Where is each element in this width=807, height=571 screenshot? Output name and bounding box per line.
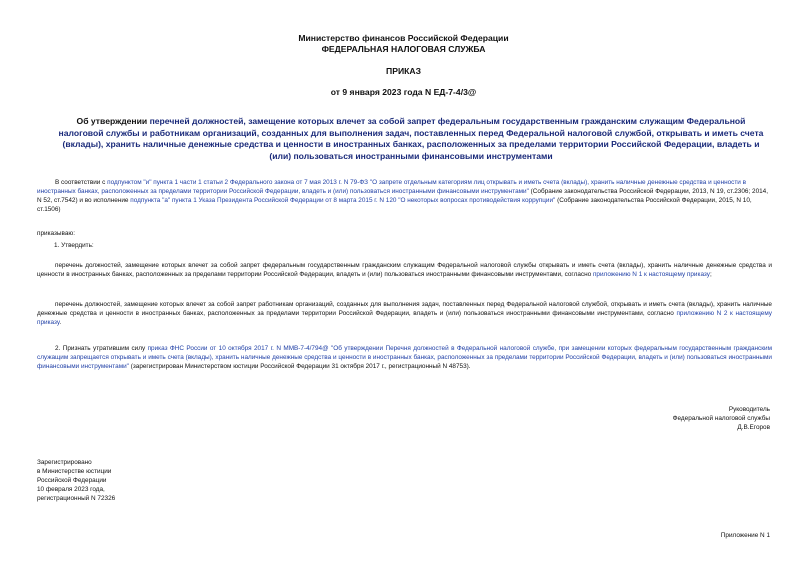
preamble-text-b: (Собрание законодательства Российской Федерации, 2013, N 19, ст.2306; 2014, N 52, ст.7542) и во исполнение [37,188,769,205]
appendix-2-link[interactable]: приложению N 2 к настоящему приказу [37,310,772,327]
law-link[interactable]: подпунктом "и" пункта 1 части 1 статьи 2 Федерального закона от 7 мая 2013 г. N 79-ФЗ "О запрете отдельным категориям лиц открывать и иметь счета (вклады), хранить наличные денежные средства и ценности в иностранных банках, расположенных за пределами территории Российской Федерации, владеть и (или) пользоваться иностранными финансовыми инструментами" [37,179,747,196]
preamble-paragraph [37,178,772,214]
signature-org: Федеральной налоговой службы [672,415,770,423]
registration-line-5: регистрационный N 72326 [37,495,116,503]
service-name: ФЕДЕРАЛЬНАЯ НАЛОГОВАЯ СЛУЖБА [321,44,486,54]
item-1-label: 1. Утвердить: [54,242,94,249]
registration-block [37,458,115,503]
appendix-1-link[interactable]: приложению N 1 к настоящему приказу [592,271,710,279]
list-2-text: перечень должностей, замещение которых влечет за собой запрет работникам организаций, созданных для выполнения задач, поставленных перед Федеральной налоговой службой, открывать и иметь счета (вклады), хранить наличные денежные средства и ценности в иностранных банках, расположенных за пределами территории Российской Федерации, владеть и (или) пользоваться иностранными финансовыми инструментами, согласно [37,301,772,318]
appendix-label: Приложение N 1 [720,532,770,539]
list-1-paragraph [37,261,772,279]
list-2-paragraph [37,300,772,327]
document-header [0,33,807,55]
document-date-number: от 9 января 2023 года N ЕД-7-4/3@ [330,87,477,97]
decree-link[interactable]: подпункта "а" пункта 1 Указа Президента Российской Федерации от 8 марта 2015 г. N 120 "О некоторых вопросах противодействия коррупции" [130,197,556,205]
order-word: приказываю: [37,230,75,237]
item-2-end: (зарегистрирован Министерством юстиции Российской Федерации 31 октября 2017 г., регистрационный N 48753). [128,363,471,371]
heading-prefix: Об утверждении [76,116,150,126]
document-type: ПРИКАЗ [386,66,421,76]
registration-line-3: Российской Федерации [37,477,107,485]
signature-block [673,405,770,432]
list-2-end: . [59,319,62,327]
document-heading [58,116,764,162]
signature-title: Руководитель [728,406,770,413]
registration-line-4: 10 февраля 2023 года, [37,486,105,494]
preamble-text-a: В соответствии с [55,179,108,186]
item-2-paragraph [37,344,772,371]
list-1-end: ; [709,271,712,279]
signature-name: Д.В.Егоров [737,424,770,432]
repealed-order-link[interactable]: приказ ФНС России от 10 октября 2017 г. N ММВ-7-4/794@ "Об утверждении Перечня должностей в Федеральной налоговой службе, при замещении которых федеральным государственным гражданским служащим запрещается открывать и иметь счета (вклады), хранить наличные денежные средства и ценности в иностранных банках, расположенных за пределами территории Российской Федерации, владеть и (или) пользоваться иностранными финансовыми инструментами" [37,345,772,371]
preamble-text-c: (Собрание законодательства Российской Федерации, 2015, N 10, ст.1506) [37,197,752,214]
registration-line-2: в Министерстве юстиции [37,468,112,476]
ministry-name: Министерство финансов Российской Федерации [298,33,509,43]
heading-link[interactable]: перечней должностей, замещение которых влечет за собой запрет федеральным государственным гражданским служащим Федеральной налоговой службы и работникам организаций, созданных для выполнения задач, поставленных перед Федеральной налоговой службой, открывать и иметь счета (вклады), хранить наличные денежные средства и ценности в иностранных банках, расположенных за пределами территории Российской Федерации, владеть и (или) пользоваться иностранными финансовыми инструментами [58,116,764,161]
list-1-text: перечень должностей, замещение которых влечет за собой запрет федеральным государственным гражданским служащим Федеральной налоговой службы открывать и иметь счета (вклады), хранить наличные денежные средства и ценности в иностранных банках, расположенных за пределами территории Российской Федерации, владеть и (или) пользоваться иностранными финансовыми инструментами, согласно [37,262,772,279]
registration-line-1: Зарегистрировано [37,459,92,466]
item-2-text: 2. Признать утратившим силу [55,345,148,352]
